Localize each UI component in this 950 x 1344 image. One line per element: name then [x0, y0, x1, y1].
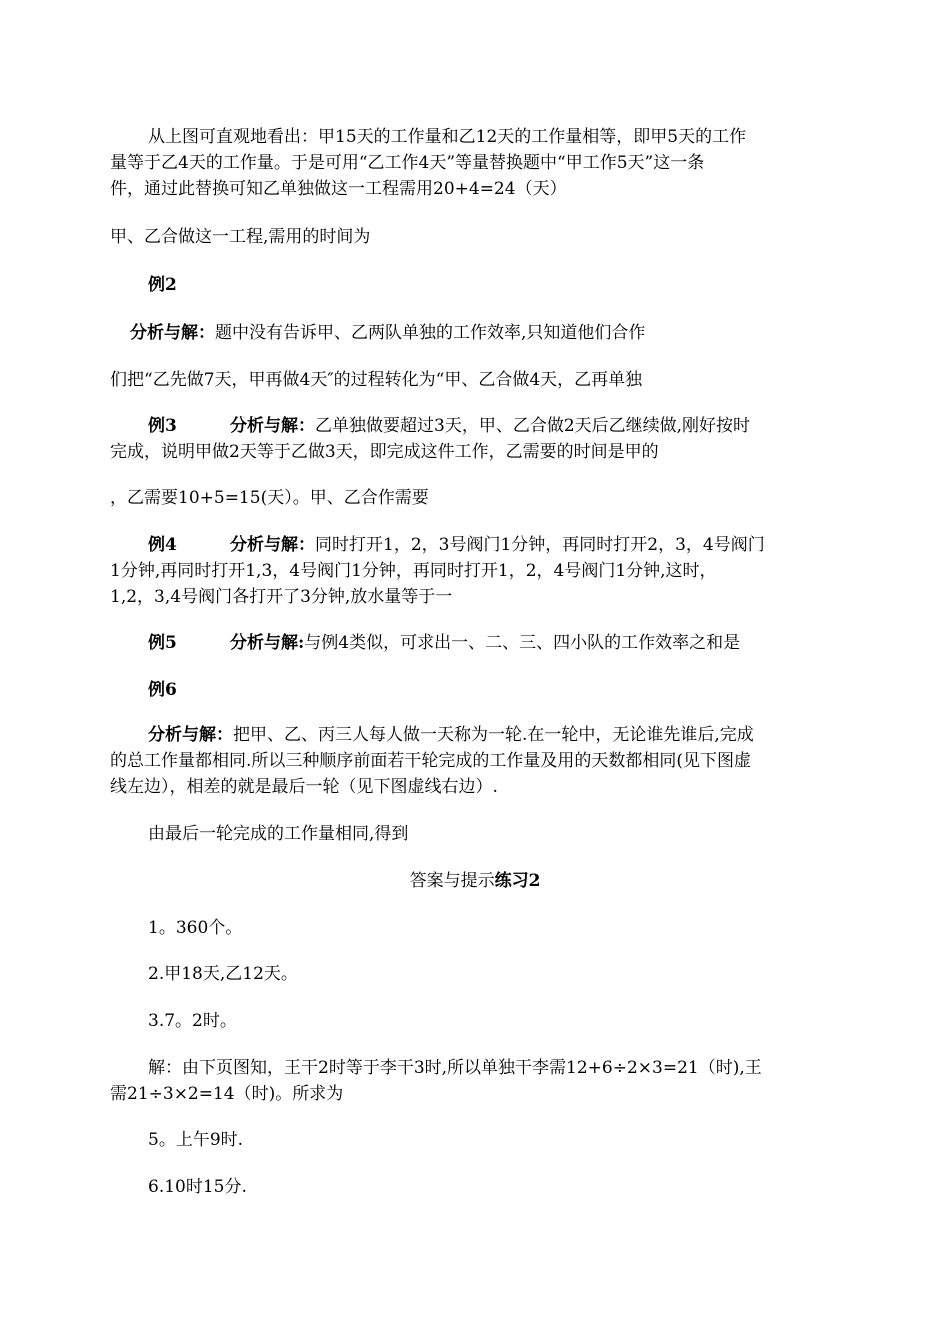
analysis-label: 分析与解： [230, 535, 315, 555]
example-label: 例5 [148, 633, 177, 653]
analysis-label: 分析与解： [230, 416, 315, 436]
heading-text: 答案与提示 [409, 871, 495, 891]
paragraph-line: 们把“乙先做7天，甲再做4天″的过程转化为“甲、乙合做4天，乙再单独 [110, 370, 643, 390]
answer-item: 6.10时15分. [148, 1177, 247, 1197]
paragraph-line: 线左边），相差的就是最后一轮（见下图虚线右边）. [110, 777, 498, 797]
paragraph-line [230, 533, 765, 558]
paragraph-line: 从上图可直观地看出：甲15天的工作量和乙12天的工作量相等，即甲5天的工作 [148, 127, 747, 147]
answer-item: 1。360个。 [148, 918, 243, 938]
paragraph-line [148, 723, 754, 748]
answer-item: 2.甲18天,乙12天。 [148, 964, 298, 984]
paragraph-text: 与例4类似，可求出一、二、三、四小队的工作效率之和是 [304, 633, 741, 653]
example-label: 例2 [148, 275, 177, 295]
example-label: 例6 [148, 680, 177, 700]
example-label: 例3 [148, 416, 177, 436]
paragraph-text: 把甲、乙、丙三人每人做一天称为一轮.在一轮中，无论谁先谁后,完成 [233, 725, 754, 745]
paragraph-line [130, 321, 645, 346]
answer-item: 需21÷3×2=14（时)。所求为 [110, 1084, 344, 1104]
heading-bold-text: 练习2 [494, 871, 541, 891]
paragraph-line [230, 631, 740, 656]
paragraph-line: 1,2，3,4号阀门各打开了3分钟,放水量等于一 [110, 587, 453, 607]
analysis-label: 分析与解: [230, 633, 305, 653]
paragraph-line: 件，通过此替换可知乙单独做这一工程需用20+4=24（天） [110, 179, 567, 199]
paragraph-line [230, 414, 750, 439]
paragraph-line: 由最后一轮完成的工作量相同,得到 [148, 824, 409, 844]
example-label: 例4 [148, 535, 177, 555]
analysis-label: 分析与解： [148, 725, 233, 745]
paragraph-line: 完成，说明甲做2天等于乙做3天，即完成这件工作，乙需要的时间是甲的 [110, 442, 659, 462]
section-heading [0, 869, 950, 894]
paragraph-text: 同时打开1，2，3号阀门1分钟，再同时打开2，3，4号阀门 [315, 535, 765, 555]
paragraph-line: 甲、乙合做这一工程,需用的时间为 [110, 227, 371, 247]
answer-item: 3.7。2时。 [148, 1011, 237, 1031]
paragraph-text: 题中没有告诉甲、乙两队单独的工作效率,只知道他们合作 [215, 323, 646, 343]
answer-item: 解：由下页图知，王干2时等于李干3时,所以单独干李需12+6÷2×3=21（时),王 [148, 1058, 762, 1078]
paragraph-line: 量等于乙4天的工作量。于是可用“乙工作4天”等量替换题中“甲工作5天”这一条 [110, 153, 705, 173]
answer-item: 5。上午9时. [148, 1130, 244, 1150]
paragraph-text: 乙单独做要超过3天，甲、乙合做2天后乙继续做,刚好按时 [315, 416, 751, 436]
paragraph-line: 的总工作量都相同.所以三种顺序前面若干轮完成的工作量及用的天数都相同(见下图虚 [110, 751, 752, 771]
paragraph-line: ，乙需要10+5=15(天）。甲、乙合作需要 [110, 488, 429, 508]
paragraph-line: 1分钟,再同时打开1,3，4号阀门1分钟，再同时打开1，2，4号阀门1分钟,这时， [110, 561, 717, 581]
analysis-label: 分析与解： [130, 323, 215, 343]
